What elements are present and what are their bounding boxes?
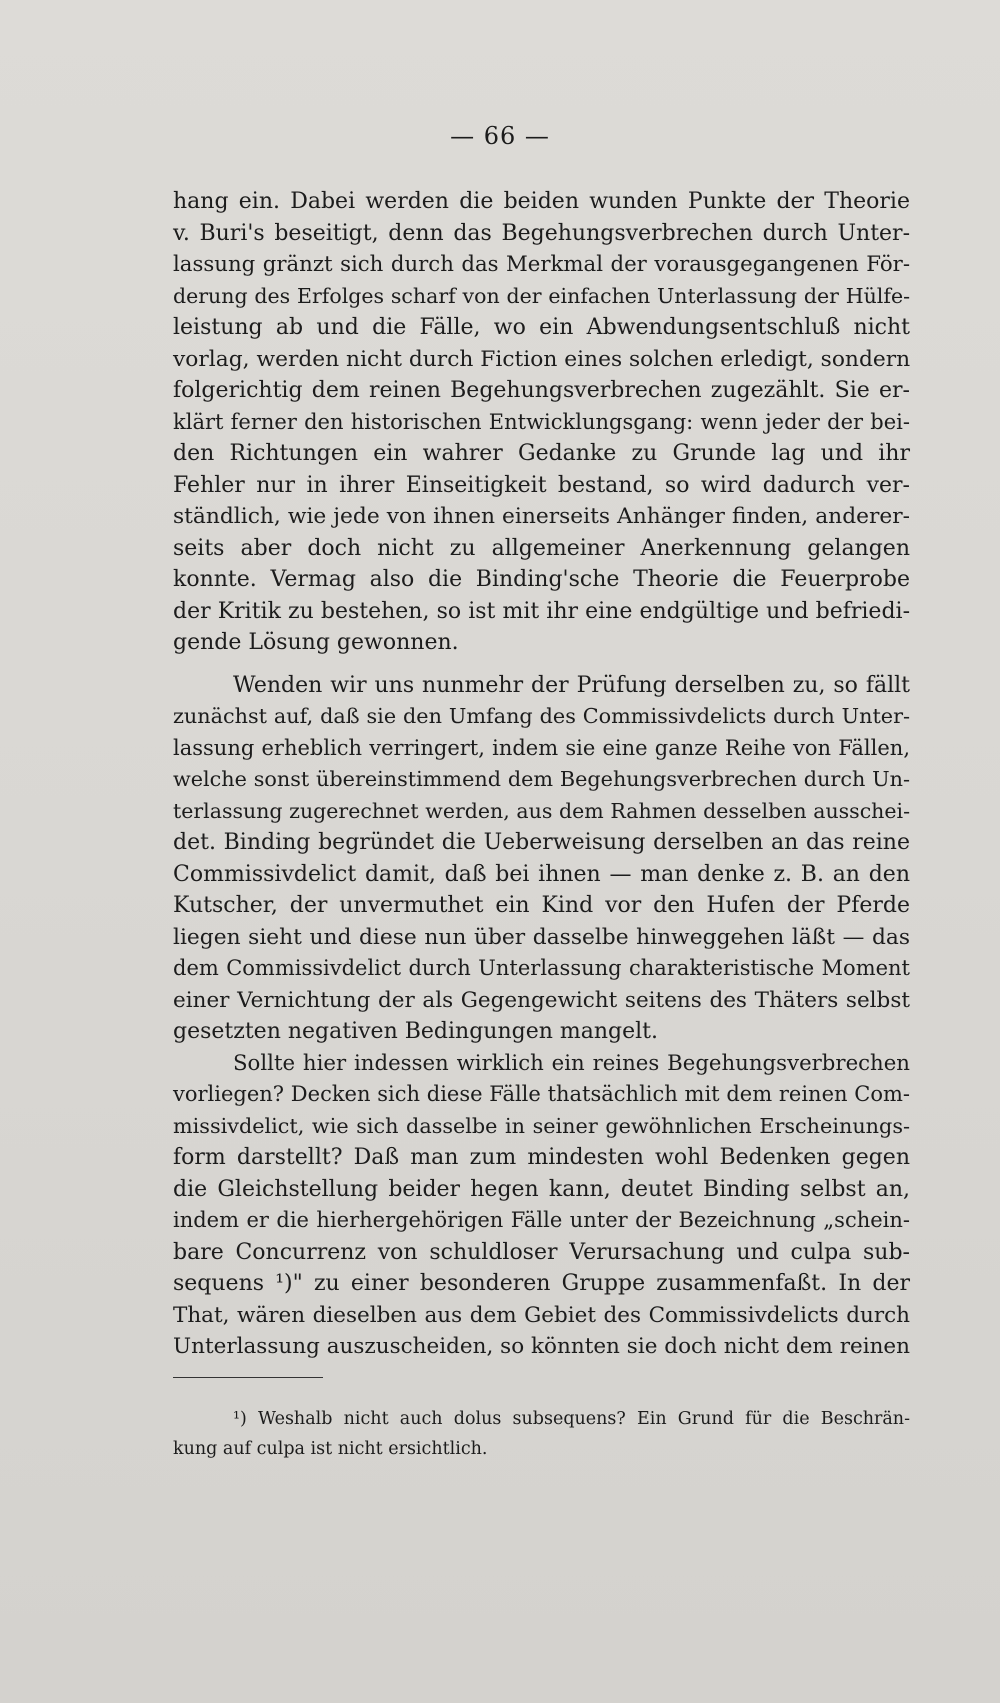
text-line: indem er die hierhergehörigen Fälle unter der Bezeichnung „schein- <box>173 1208 910 1232</box>
text-line: den Richtungen ein wahrer Gedanke zu Grunde lag und ihr <box>173 441 910 466</box>
paragraph-3 <box>173 1048 910 1363</box>
text-line: der Kritik zu bestehen, so ist mit ihr eine endgültige und befriedi- <box>173 598 910 624</box>
text-line: folgerichtig dem reinen Begehungsverbrechen zugezählt. Sie er- <box>173 378 910 403</box>
text-line: Unterlassung auszuscheiden, so könnten sie doch nicht dem reinen <box>173 1334 910 1359</box>
text-line: seits aber doch nicht zu allgemeiner Anerkennung gelangen <box>173 535 910 561</box>
text-line: gende Lösung gewonnen. <box>173 630 459 655</box>
text-line: Fehler nur in ihrer Einseitigkeit bestand, so wird dadurch ver- <box>173 472 910 498</box>
text-line: Wenden wir uns nunmehr der Prüfung derselben zu, so fällt <box>233 672 910 698</box>
text-line: vorliegen? Decken sich diese Fälle thatsächlich mit dem reinen Com- <box>173 1082 910 1106</box>
body-text <box>173 186 910 1363</box>
text-line: ständlich, wie jede von ihnen einerseits Anhänger finden, anderer- <box>173 504 910 529</box>
text-line: form darstellt? Daß man zum mindesten wohl Bedenken gegen <box>173 1145 910 1170</box>
page-number: — 66 — <box>450 122 550 150</box>
text-line: vorlag, werden nicht durch Fiction eines solchen erledigt, sondern <box>173 346 911 372</box>
paragraph-2 <box>173 670 910 1048</box>
text-line: sequens ¹)" zu einer besonderen Gruppe zusammenfaßt. In der <box>173 1271 910 1296</box>
text-line: leistung ab und die Fälle, wo ein Abwendungsentschluß nicht <box>173 315 910 340</box>
footnote <box>173 1404 910 1464</box>
footnote-line: ¹) Weshalb nicht auch dolus subsequens? Ein Grund für die Beschrän- <box>233 1409 910 1429</box>
text-line: missivdelict, wie sich dasselbe in seiner gewöhnlichen Erscheinungs- <box>173 1113 910 1138</box>
text-line: Kutscher, der unvermuthet ein Kind vor den Hufen der Pferde <box>173 893 910 918</box>
text-line: Commissivdelict damit, daß bei ihnen — man denke z. B. an den <box>173 861 910 887</box>
text-line: bare Concurrenz von schuldloser Verursachung und culpa sub- <box>173 1239 910 1265</box>
paragraph-1 <box>173 186 910 659</box>
text-line: liegen sieht und diese nun über dasselbe hinweggehen läßt — das <box>173 924 910 950</box>
text-line: klärt ferner den historischen Entwicklungsgang: wenn jeder der bei- <box>173 409 910 434</box>
text-line: die Gleichstellung beider hegen kann, deutet Binding selbst an, <box>173 1176 910 1202</box>
text-line: det. Binding begründet die Ueberweisung derselben an das reine <box>173 830 910 855</box>
text-line: welche sonst übereinstimmend dem Begehungsverbrechen durch Un- <box>173 767 910 791</box>
text-line: v. Buri's beseitigt, denn das Begehungsverbrechen durch Unter- <box>173 220 910 246</box>
text-line: That, wären dieselben aus dem Gebiet des Commissivdelicts durch <box>173 1302 910 1328</box>
text-line: derung des Erfolges scharf von der einfachen Unterlassung der Hülfe- <box>173 283 910 308</box>
footnote-line: kung auf culpa ist nicht ersichtlich. <box>173 1439 488 1459</box>
text-line: gesetzten negativen Bedingungen mangelt. <box>173 1019 659 1044</box>
footnote-divider <box>173 1377 323 1378</box>
text-line: konnte. Vermag also die Binding'sche Theorie die Feuerprobe <box>173 567 910 592</box>
text-line: zunächst auf, daß sie den Umfang des Commissivdelicts durch Unter- <box>173 704 910 728</box>
text-line: lassung erheblich verringert, indem sie eine ganze Reihe von Fällen, <box>173 735 910 760</box>
text-line: Sollte hier indessen wirklich ein reines Begehungsverbrechen <box>233 1050 910 1076</box>
text-line: hang ein. Dabei werden die beiden wunden Punkte der Theorie <box>173 189 910 214</box>
text-line: einer Vernichtung der als Gegengewicht seitens des Thäters selbst <box>173 987 910 1013</box>
text-line: terlassung zugerechnet werden, aus dem Rahmen desselben ausschei- <box>173 798 910 823</box>
text-line: dem Commissivdelict durch Unterlassung charakteristische Moment <box>173 956 910 980</box>
text-line: lassung gränzt sich durch das Merkmal der vorausgegangenen För- <box>173 252 910 277</box>
